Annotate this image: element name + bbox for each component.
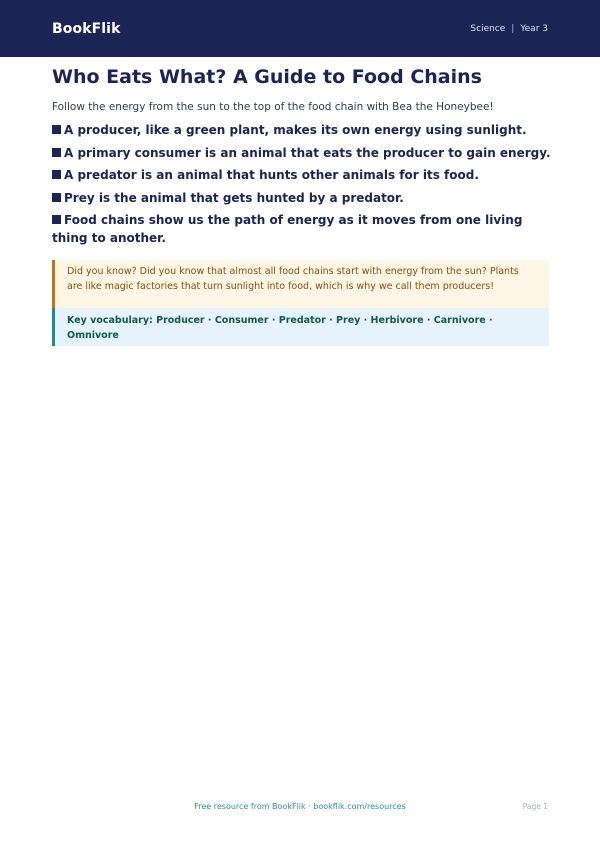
did-you-know-callout: Did you know? Did you know that almost all food chains start with energy from the sun? Plants are like magic factories that turn sunlight into food, which is why we call them producers! — [52, 260, 549, 308]
list-item — [52, 211, 552, 247]
list-item — [52, 121, 552, 139]
vocabulary-callout: Key vocabulary: Producer · Consumer · Predator · Prey · Herbivore · Carnivore · Omnivore — [52, 308, 549, 346]
list-item-text: A primary consumer is an animal that eats the producer to gain energy. — [64, 145, 551, 160]
list-item-text: A producer, like a green plant, makes its own energy using sunlight. — [64, 123, 527, 137]
bullet-square-icon — [52, 125, 61, 134]
page-title: Who Eats What? A Guide to Food Chains — [52, 66, 482, 88]
grade-label: Year 3 — [520, 23, 548, 34]
brand-logo: BookFlik — [52, 20, 121, 37]
list-item-text: Food chains show us the path of energy as it moves from one living thing to another. — [52, 213, 523, 245]
footer-source-link[interactable]: Free resource from BookFlik · bookflik.com/resources — [194, 802, 406, 811]
intro-text: Follow the energy from the sun to the top of the food chain with Bea the Honeybee! — [52, 101, 494, 113]
list-item — [52, 189, 552, 207]
meta-separator: | — [511, 23, 515, 34]
bullet-square-icon — [52, 170, 61, 179]
subject-grade — [470, 24, 548, 34]
list-item — [52, 144, 552, 162]
page-number: Page 1 — [522, 802, 548, 811]
list-item — [52, 166, 552, 184]
list-item-text: A predator is an animal that hunts other animals for its food. — [64, 168, 479, 182]
bullet-square-icon — [52, 193, 61, 202]
list-item-text: Prey is the animal that gets hunted by a predator. — [64, 190, 404, 205]
page-header — [0, 0, 600, 57]
bullet-square-icon — [52, 215, 61, 224]
page-footer — [0, 800, 600, 816]
fact-list — [52, 121, 552, 252]
bullet-square-icon — [52, 148, 61, 157]
subject-label: Science — [470, 23, 506, 34]
